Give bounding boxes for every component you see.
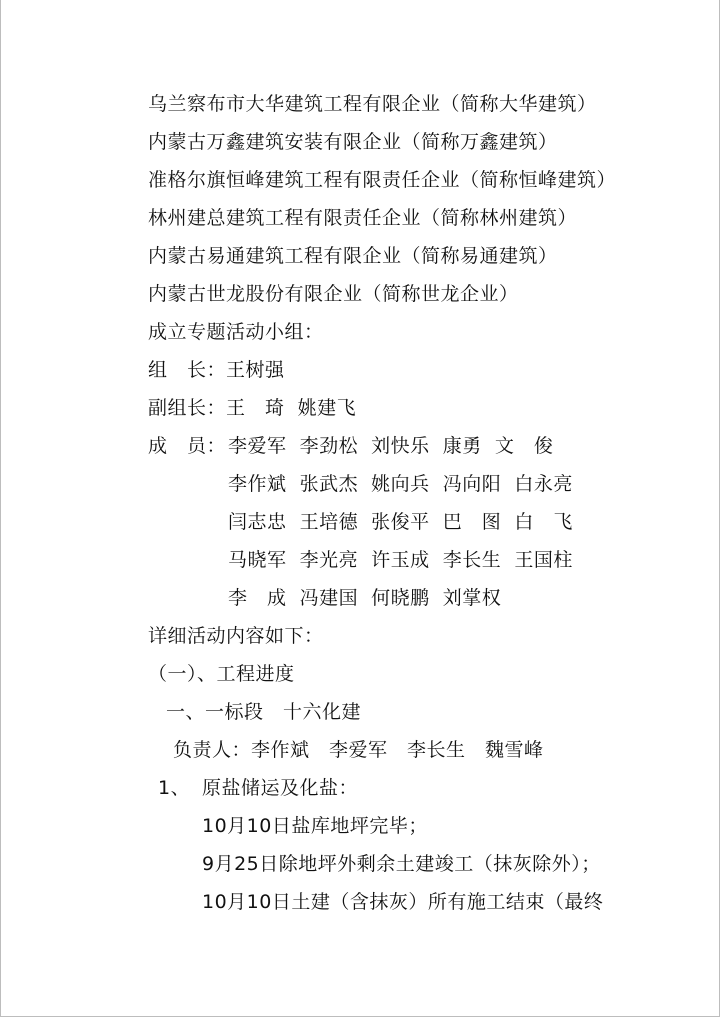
members-label: 成 员：: [148, 435, 227, 457]
item-title: 原盐储运及化盐：: [202, 777, 359, 799]
members-row: 马晓军 李光亮 许玉成 李长生 王国柱: [228, 549, 573, 571]
members-row: 李爱军 李劲松 刘快乐 康勇 文 俊: [228, 435, 554, 457]
details-intro: 详细活动内容如下：: [148, 625, 324, 647]
company-line-6: 内蒙古世龙股份有限企业（简称世龙企业）: [148, 283, 519, 305]
members-row: 李 成 冯建国 何晓鹏 刘掌权: [228, 587, 502, 609]
group-deputy-leaders: 副组长：王 琦 姚建飞: [148, 397, 357, 419]
responsible-persons: 负责人：李作斌 李爱军 李长生 魏雪峰: [173, 739, 544, 761]
schedule-line: 9月25日除地坪外剩余土建竣工（抹灰除外）；: [202, 853, 601, 875]
group-leader: 组 长：王树强: [148, 359, 285, 381]
group-intro: 成立专题活动小组：: [148, 321, 324, 343]
subsection-heading: 一、一标段 十六化建: [166, 701, 362, 723]
company-line-4: 林州建总建筑工程有限责任企业（简称林州建筑）: [148, 207, 578, 229]
company-line-1: 乌兰察布市大华建筑工程有限企业（简称大华建筑）: [148, 93, 597, 115]
item-number: 1、: [158, 777, 191, 799]
members-row: 闫志忠 王培德 张俊平 巴 图 白 飞: [228, 511, 573, 533]
schedule-line: 10月10日盐库地坪完毕；: [202, 815, 428, 837]
company-line-3: 准格尔旗恒峰建筑工程有限责任企业（简称恒峰建筑）: [148, 169, 617, 191]
members-row: 李作斌 张武杰 姚向兵 冯向阳 白永亮: [228, 473, 573, 495]
section-heading: （一）、工程进度: [148, 663, 295, 685]
company-line-2: 内蒙古万鑫建筑安装有限企业（简称万鑫建筑）: [148, 131, 558, 153]
schedule-line: 10月10日土建（含抹灰）所有施工结束（最终: [202, 891, 604, 913]
company-line-5: 内蒙古易通建筑工程有限企业（简称易通建筑）: [148, 245, 558, 267]
